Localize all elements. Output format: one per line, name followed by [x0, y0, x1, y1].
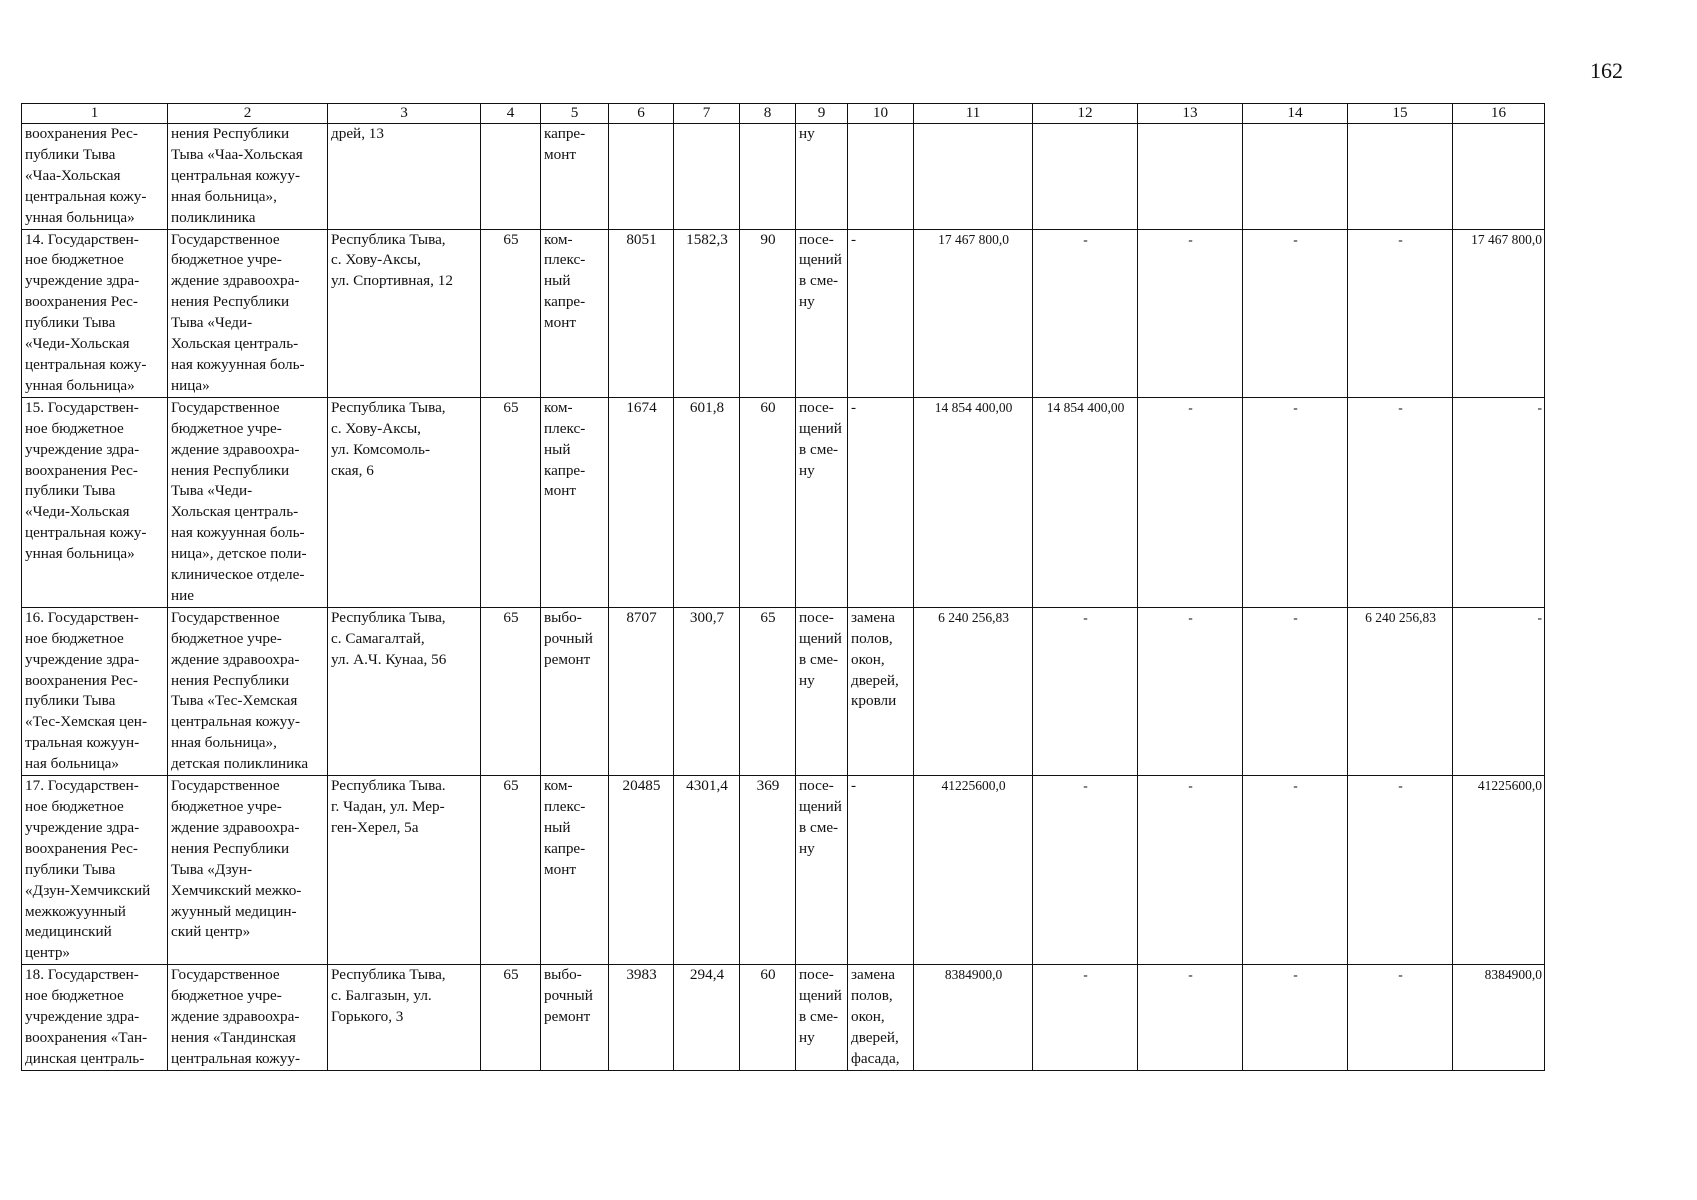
- amount-cell: 8384900,0: [914, 965, 1033, 1071]
- amount-cell: -: [1453, 397, 1545, 607]
- table-cell: 90: [740, 229, 796, 397]
- column-number: 12: [1033, 104, 1138, 124]
- repair-type-cell: ком- плекс- ный капре- монт: [541, 776, 609, 965]
- institution-cell: 17. Государствен- ное бюджетное учреждение здра- воохранения Рес- публики Тыва «Дзун-Хемчикский межкожуунный медицинский центр»: [22, 776, 168, 965]
- amount-cell: -: [1033, 607, 1138, 775]
- amount-cell: [1453, 124, 1545, 230]
- facility-cell: Государственное бюджетное учре- ждение здравоохра- нения Республики Тыва «Тес-Хемская центральная кожуу- нная больница», детская поликлиника: [168, 607, 328, 775]
- column-number: 10: [848, 104, 914, 124]
- unit-cell: посе- щений в сме- ну: [796, 776, 848, 965]
- institution-cell: 15. Государствен- ное бюджетное учреждение здра- воохранения Рес- публики Тыва «Чеди-Хольская центральная кожу- унная больница»: [22, 397, 168, 607]
- column-number: 4: [481, 104, 541, 124]
- table-row: [22, 607, 1545, 775]
- works-cell: -: [848, 229, 914, 397]
- unit-cell: посе- щений в сме- ну: [796, 397, 848, 607]
- table-cell: [740, 124, 796, 230]
- column-number: 14: [1243, 104, 1348, 124]
- facility-cell: нения Республики Тыва «Чаа-Хольская центральная кожуу- нная больница», поликлиника: [168, 124, 328, 230]
- amount-cell: -: [1243, 397, 1348, 607]
- repair-type-cell: выбо- рочный ремонт: [541, 965, 609, 1071]
- table-cell: 4301,4: [674, 776, 740, 965]
- table-cell: 601,8: [674, 397, 740, 607]
- amount-cell: [1033, 124, 1138, 230]
- amount-cell: [1348, 124, 1453, 230]
- page-number: 162: [1590, 58, 1623, 83]
- table-row: [22, 965, 1545, 1071]
- address-cell: Республика Тыва, с. Балгазын, ул. Горького, 3: [328, 965, 481, 1071]
- amount-cell: -: [1243, 776, 1348, 965]
- unit-cell: посе- щений в сме- ну: [796, 607, 848, 775]
- table-row: [22, 397, 1545, 607]
- address-cell: Республика Тыва. г. Чадан, ул. Мер- ген-Херел, 5а: [328, 776, 481, 965]
- amount-cell: -: [1033, 965, 1138, 1071]
- table-cell: [674, 124, 740, 230]
- amount-cell: 41225600,0: [914, 776, 1033, 965]
- unit-cell: посе- щений в сме- ну: [796, 229, 848, 397]
- column-number: 1: [22, 104, 168, 124]
- address-cell: дрей, 13: [328, 124, 481, 230]
- amount-cell: -: [1138, 229, 1243, 397]
- amount-cell: 6 240 256,83: [914, 607, 1033, 775]
- amount-cell: -: [1138, 776, 1243, 965]
- amount-cell: [1243, 124, 1348, 230]
- amount-cell: 14 854 400,00: [914, 397, 1033, 607]
- table-cell: 3983: [609, 965, 674, 1071]
- table-row: [22, 124, 1545, 230]
- institution-cell: 14. Государствен- ное бюджетное учреждение здра- воохранения Рес- публики Тыва «Чеди-Хольская центральная кожу- унная больница»: [22, 229, 168, 397]
- table-cell: 8707: [609, 607, 674, 775]
- year-cell: 65: [481, 397, 541, 607]
- amount-cell: -: [1138, 607, 1243, 775]
- table-cell: 20485: [609, 776, 674, 965]
- table-cell: 294,4: [674, 965, 740, 1071]
- institution-cell: 16. Государствен- ное бюджетное учреждение здра- воохранения Рес- публики Тыва «Тес-Хемская цен- тральная кожуун- ная больница»: [22, 607, 168, 775]
- works-cell: [848, 124, 914, 230]
- column-number: 9: [796, 104, 848, 124]
- address-cell: Республика Тыва, с. Самагалтай, ул. А.Ч. Кунаа, 56: [328, 607, 481, 775]
- amount-cell: -: [1243, 965, 1348, 1071]
- amount-cell: 17 467 800,0: [914, 229, 1033, 397]
- amount-cell: 17 467 800,0: [1453, 229, 1545, 397]
- address-cell: Республика Тыва, с. Хову-Аксы, ул. Спортивная, 12: [328, 229, 481, 397]
- amount-cell: -: [1138, 965, 1243, 1071]
- year-cell: 65: [481, 776, 541, 965]
- facility-cell: Государственное бюджетное учре- ждение здравоохра- нения Республики Тыва «Дзун- Хемчикский межко- жуунный медицин- ский центр»: [168, 776, 328, 965]
- table-cell: 369: [740, 776, 796, 965]
- repair-type-cell: ком- плекс- ный капре- монт: [541, 397, 609, 607]
- table-cell: [609, 124, 674, 230]
- column-number: 8: [740, 104, 796, 124]
- column-number: 3: [328, 104, 481, 124]
- amount-cell: -: [1453, 607, 1545, 775]
- table-row: [22, 229, 1545, 397]
- table-row: [22, 776, 1545, 965]
- table-cell: 65: [740, 607, 796, 775]
- column-number: 7: [674, 104, 740, 124]
- facility-cell: Государственное бюджетное учре- ждение здравоохра- нения Республики Тыва «Чеди- Хольская централь- ная кожуунная боль- ница»: [168, 229, 328, 397]
- amount-cell: -: [1348, 965, 1453, 1071]
- unit-cell: ну: [796, 124, 848, 230]
- facility-cell: Государственное бюджетное учре- ждение здравоохра- нения «Тандинская центральная кожуу-: [168, 965, 328, 1071]
- table-cell: 60: [740, 965, 796, 1071]
- address-cell: Республика Тыва, с. Хову-Аксы, ул. Комсомоль- ская, 6: [328, 397, 481, 607]
- year-cell: 65: [481, 229, 541, 397]
- works-cell: -: [848, 397, 914, 607]
- amount-cell: -: [1033, 776, 1138, 965]
- document-table: [21, 103, 1545, 1071]
- table-cell: 1582,3: [674, 229, 740, 397]
- works-cell: -: [848, 776, 914, 965]
- amount-cell: 41225600,0: [1453, 776, 1545, 965]
- column-number: 2: [168, 104, 328, 124]
- column-number: 15: [1348, 104, 1453, 124]
- year-cell: 65: [481, 965, 541, 1071]
- column-number: 6: [609, 104, 674, 124]
- amount-cell: 8384900,0: [1453, 965, 1545, 1071]
- amount-cell: -: [1348, 397, 1453, 607]
- year-cell: [481, 124, 541, 230]
- unit-cell: посе- щений в сме- ну: [796, 965, 848, 1071]
- facility-cell: Государственное бюджетное учре- ждение здравоохра- нения Республики Тыва «Чеди- Хольская централь- ная кожуунная боль- ница», детское поли- клиническое отделе- ние: [168, 397, 328, 607]
- amount-cell: -: [1348, 229, 1453, 397]
- column-number: 5: [541, 104, 609, 124]
- column-number: 13: [1138, 104, 1243, 124]
- table-cell: 60: [740, 397, 796, 607]
- column-number: 11: [914, 104, 1033, 124]
- amount-cell: -: [1243, 607, 1348, 775]
- institution-cell: 18. Государствен- ное бюджетное учреждение здра- воохранения «Тан- динская централь-: [22, 965, 168, 1071]
- amount-cell: -: [1138, 397, 1243, 607]
- repair-type-cell: выбо- рочный ремонт: [541, 607, 609, 775]
- amount-cell: [1138, 124, 1243, 230]
- year-cell: 65: [481, 607, 541, 775]
- repair-type-cell: капре- монт: [541, 124, 609, 230]
- amount-cell: 6 240 256,83: [1348, 607, 1453, 775]
- amount-cell: -: [1243, 229, 1348, 397]
- repair-type-cell: ком- плекс- ный капре- монт: [541, 229, 609, 397]
- amount-cell: 14 854 400,00: [1033, 397, 1138, 607]
- table-cell: 1674: [609, 397, 674, 607]
- works-cell: замена полов, окон, дверей, фасада,: [848, 965, 914, 1071]
- amount-cell: -: [1033, 229, 1138, 397]
- works-cell: замена полов, окон, дверей, кровли: [848, 607, 914, 775]
- amount-cell: -: [1348, 776, 1453, 965]
- institution-cell: воохранения Рес- публики Тыва «Чаа-Хольская центральная кожу- унная больница»: [22, 124, 168, 230]
- column-number: 16: [1453, 104, 1545, 124]
- table-cell: 300,7: [674, 607, 740, 775]
- header-row: [22, 104, 1545, 124]
- table-cell: 8051: [609, 229, 674, 397]
- amount-cell: [914, 124, 1033, 230]
